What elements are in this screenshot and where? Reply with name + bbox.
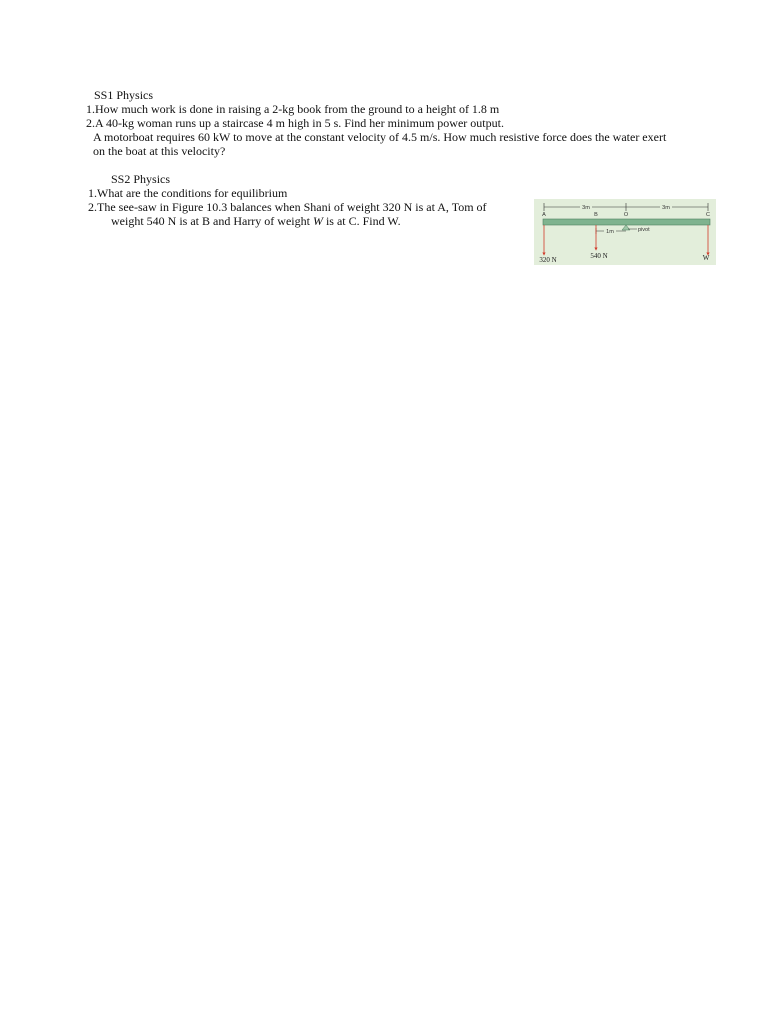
question-number: 2. (86, 116, 95, 130)
point-o-label: O (623, 212, 629, 218)
ss2-question-2-line-2 (111, 214, 401, 228)
force-c-label: W (702, 254, 710, 262)
seesaw-beam (543, 219, 710, 225)
ss1-heading: SS1 Physics (94, 88, 154, 102)
pivot-label: pivot (638, 227, 650, 233)
ss1-question-3-line-1: A motorboat requires 60 kW to move at the constant velocity of 4.5 m/s. How much resistive force does the water exert (93, 130, 667, 144)
question-number: 2. (88, 200, 97, 214)
point-a-label: A (542, 212, 546, 218)
question-text: weight 540 N is at B and Harry of weight (111, 214, 313, 228)
question-text: What are the conditions for equilibrium (97, 186, 288, 200)
force-a-label: 320 N (539, 256, 557, 264)
question-text: A 40-kg woman runs up a staircase 4 m high in 5 s. Find her minimum power output. (95, 116, 504, 130)
seesaw-figure (534, 199, 716, 265)
dimension-left-label: 3m (582, 205, 590, 211)
ss1-question-2 (86, 116, 504, 130)
question-text: is at C. Find W. (322, 214, 401, 228)
ss2-heading: SS2 Physics (111, 172, 171, 186)
question-number: 1. (88, 186, 97, 200)
question-number: 1. (86, 102, 95, 116)
point-c-label: C (706, 212, 710, 218)
ss1-question-3-line-2: on the boat at this velocity? (93, 144, 226, 158)
question-text: How much work is done in raising a 2-kg book from the ground to a height of 1.8 m (95, 102, 500, 116)
point-b-label: B (594, 212, 598, 218)
dimension-right-label: 3m (662, 205, 670, 211)
variable-w: W (312, 214, 323, 228)
ss2-question-1 (88, 186, 287, 200)
force-b-label: 540 N (590, 252, 608, 260)
question-text: The see-saw in Figure 10.3 balances when Shani of weight 320 N is at A, Tom of (97, 200, 487, 214)
dimension-small-label: 1m (606, 229, 614, 235)
ss2-question-2-line-1 (88, 200, 487, 214)
ss1-question-1 (86, 102, 499, 116)
seesaw-diagram (534, 199, 716, 265)
